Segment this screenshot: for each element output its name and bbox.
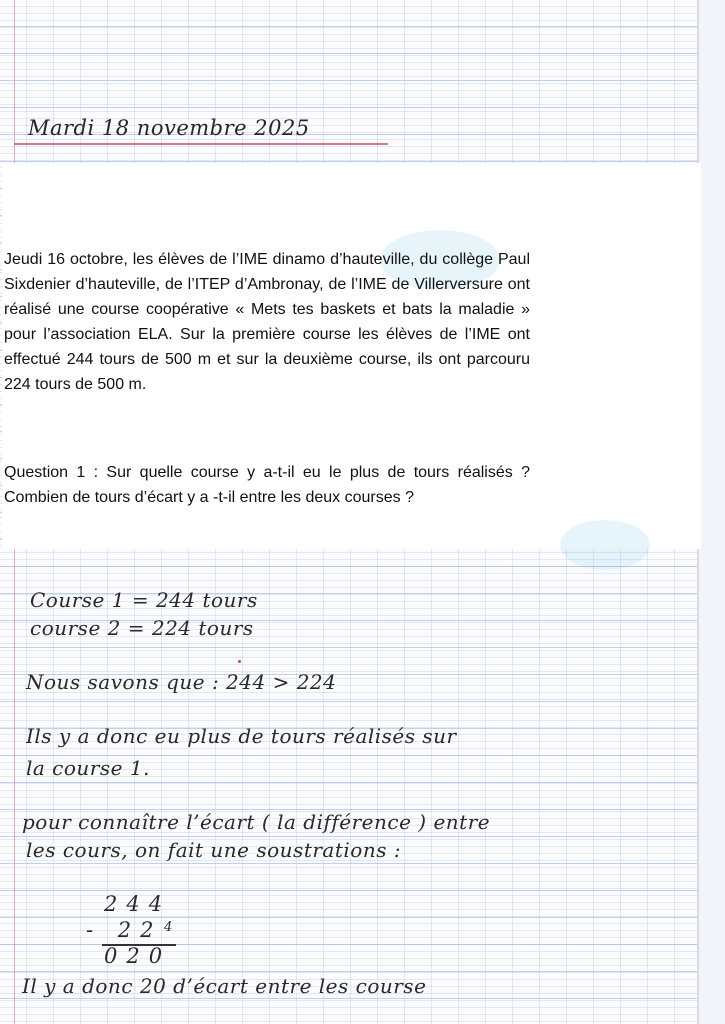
subtraction-sub: - 22 — [86, 918, 163, 942]
subtraction-top: 244 — [104, 892, 172, 916]
answer-line: la course 1. — [26, 756, 150, 780]
answer-conclusion: Il y a donc 20 d’écart entre les course — [22, 974, 427, 998]
ink-smudge — [560, 520, 650, 570]
answer-line: course 2 = 224 tours — [30, 616, 254, 640]
date-underline — [14, 143, 388, 145]
subtraction-result: 020 — [104, 944, 172, 968]
question-1: Question 1 : Sur quelle course y a-t-il eu le plus de tours réalisés ? Combien de tours d’écart y a -t-il entre les deux courses ? — [4, 464, 530, 506]
answer-line: Course 1 = 244 tours — [30, 588, 258, 612]
problem-paragraph: Jeudi 16 octobre, les élèves de l’IME dinamo d’hauteville, du collège Paul Sixdenier d’hauteville, de l’ITEP d’Ambronay, de l’IME de Villerversure ont réalisé une course coopérative « Mets tes baskets et bats la maladie » pour l’association ELA. Sur la première course les élèves de l’IME ont effectué 244 tours de 500 m et sur la deuxième course, ils ont parcouru 224 tours de 500 m. — [4, 251, 530, 393]
ink-dot — [238, 660, 241, 663]
answer-line: les cours, on fait une soustrations : — [26, 838, 402, 862]
date-heading: Mardi 18 novembre 2025 — [28, 116, 310, 140]
subtraction-sub-last-digit: 4 — [164, 920, 173, 935]
next-page-strip — [699, 0, 725, 1024]
answer-line: pour connaître l’écart ( la différence ) entre — [22, 810, 491, 834]
answer-line: Ils y a donc eu plus de tours réalisés sur — [26, 724, 457, 748]
answer-line: Nous savons que : 244 > 224 — [26, 670, 337, 694]
